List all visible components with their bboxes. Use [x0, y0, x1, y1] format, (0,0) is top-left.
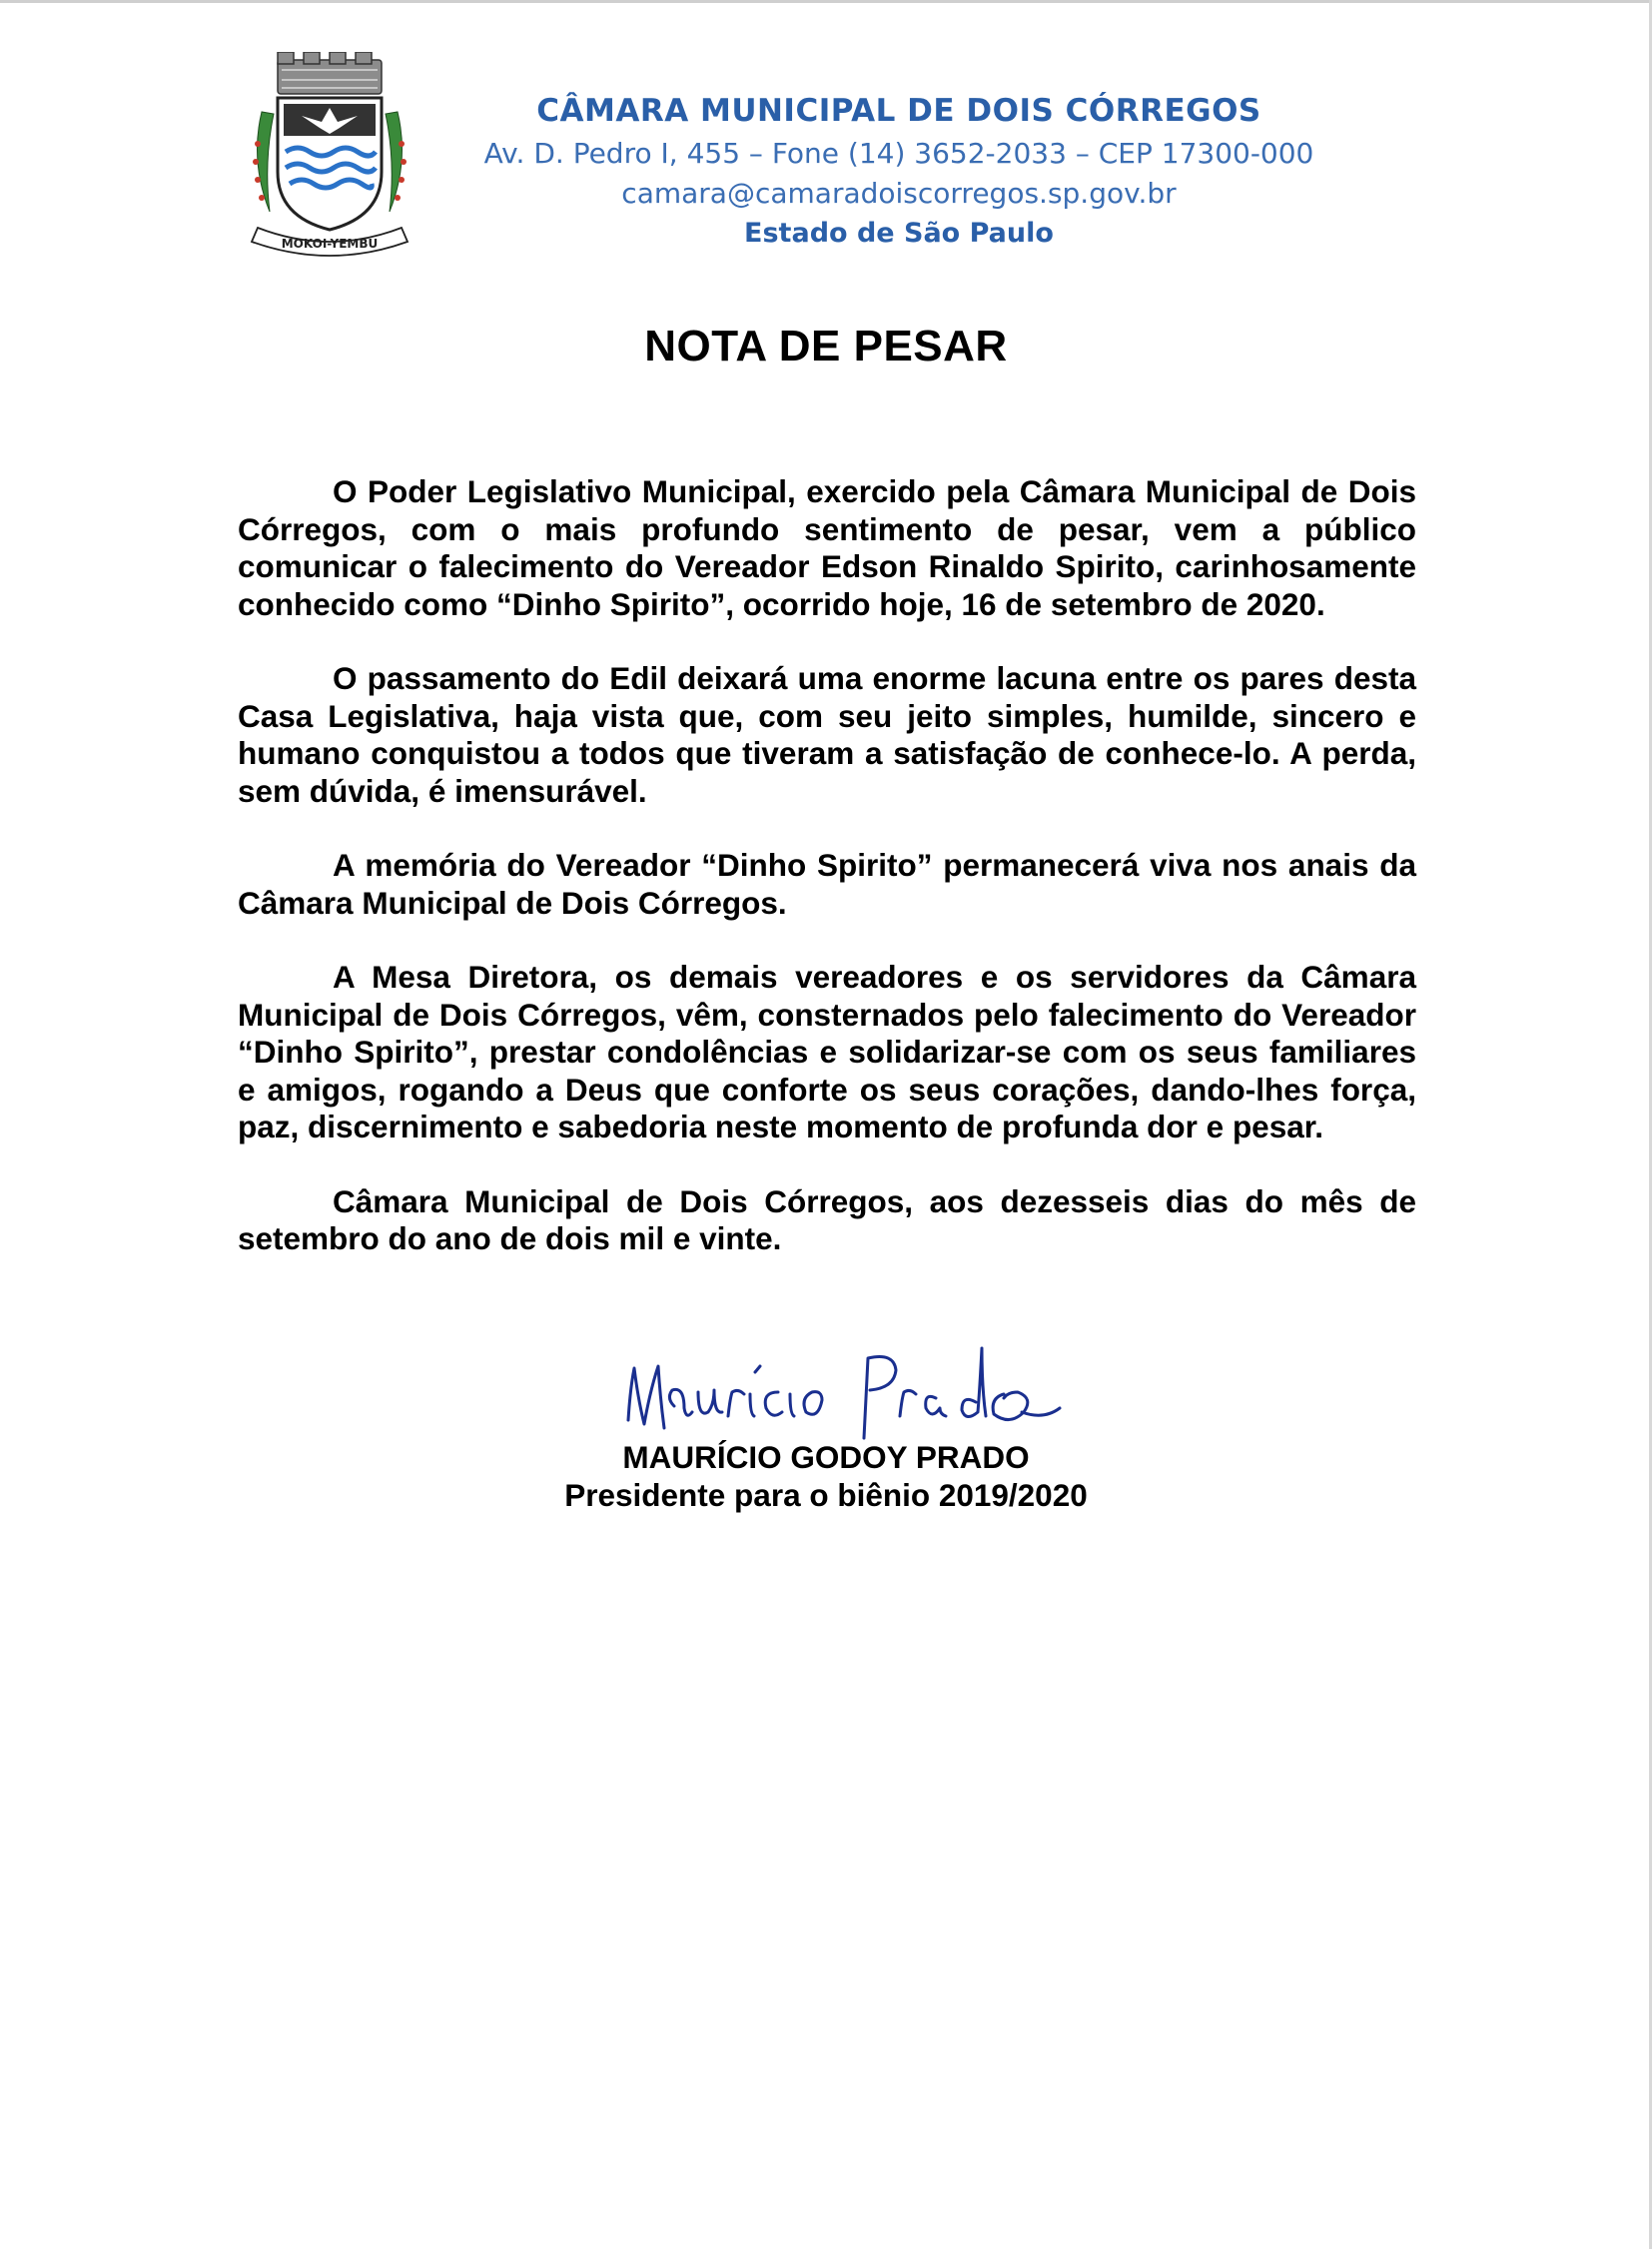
signer-name: MAURÍCIO GODOY PRADO [622, 1439, 1030, 1475]
email-line: camara@camaradoiscorregos.sp.gov.br [621, 177, 1177, 210]
address-line: Av. D. Pedro I, 455 – Fone (14) 3652-2033 – CEP 17300-000 [483, 137, 1314, 170]
paragraph: O Poder Legislativo Municipal, exercido pela Câmara Municipal de Dois Córregos, com o mais profundo sentimento de pesar, vem a público comunicar o falecimento do Vereador Edson Rinaldo Spirito, carinhosamente conhecido como “Dinho Spirito”, ocorrido hoje, 16 de setembro de 2020. [238, 473, 1416, 622]
municipal-crest-icon [240, 52, 419, 262]
handwritten-signature [614, 1328, 1074, 1448]
document-title: NOTA DE PESAR [644, 322, 1008, 371]
paragraph: A memória do Vereador “Dinho Spirito” permanecerá viva nos anais da Câmara Municipal de Dois Córregos. [238, 847, 1416, 921]
organization-name: CÂMARA MUNICIPAL DE DOIS CÓRREGOS [536, 93, 1261, 129]
scan-border-top [0, 0, 1652, 3]
closing-paragraph: Câmara Municipal de Dois Córregos, aos dezesseis dias do mês de setembro do ano de dois mil e vinte. [238, 1182, 1416, 1256]
crest-motto: MOKOI-YEMBU [281, 237, 379, 251]
state-line: Estado de São Paulo [744, 218, 1054, 249]
signer-block [0, 1438, 1652, 1514]
paragraph: A Mesa Diretora, os demais vereadores e os servidores da Câmara Municipal de Dois Córregos, vêm, consternados pelo falecimento do Vereador “Dinho Spirito”, prestar condolências e solidarizar-se com os seus familiares e amigos, rogando a Deus que conforte os seus corações, dando-lhes força, paz, discernimento e sabedoria neste momento de profunda dor e pesar. [238, 959, 1416, 1144]
letterhead [400, 88, 1398, 254]
signer-role: Presidente para o biênio 2019/2020 [564, 1477, 1088, 1513]
document-body [238, 473, 1416, 1295]
paragraph: O passamento do Edil deixará uma enorme lacuna entre os pares desta Casa Legislativa, haja vista que, com seu jeito simples, humilde, sincero e humano conquistou a todos que tiveram a satisfação de conhece-lo. A perda, sem dúvida, é imensurável. [238, 660, 1416, 809]
